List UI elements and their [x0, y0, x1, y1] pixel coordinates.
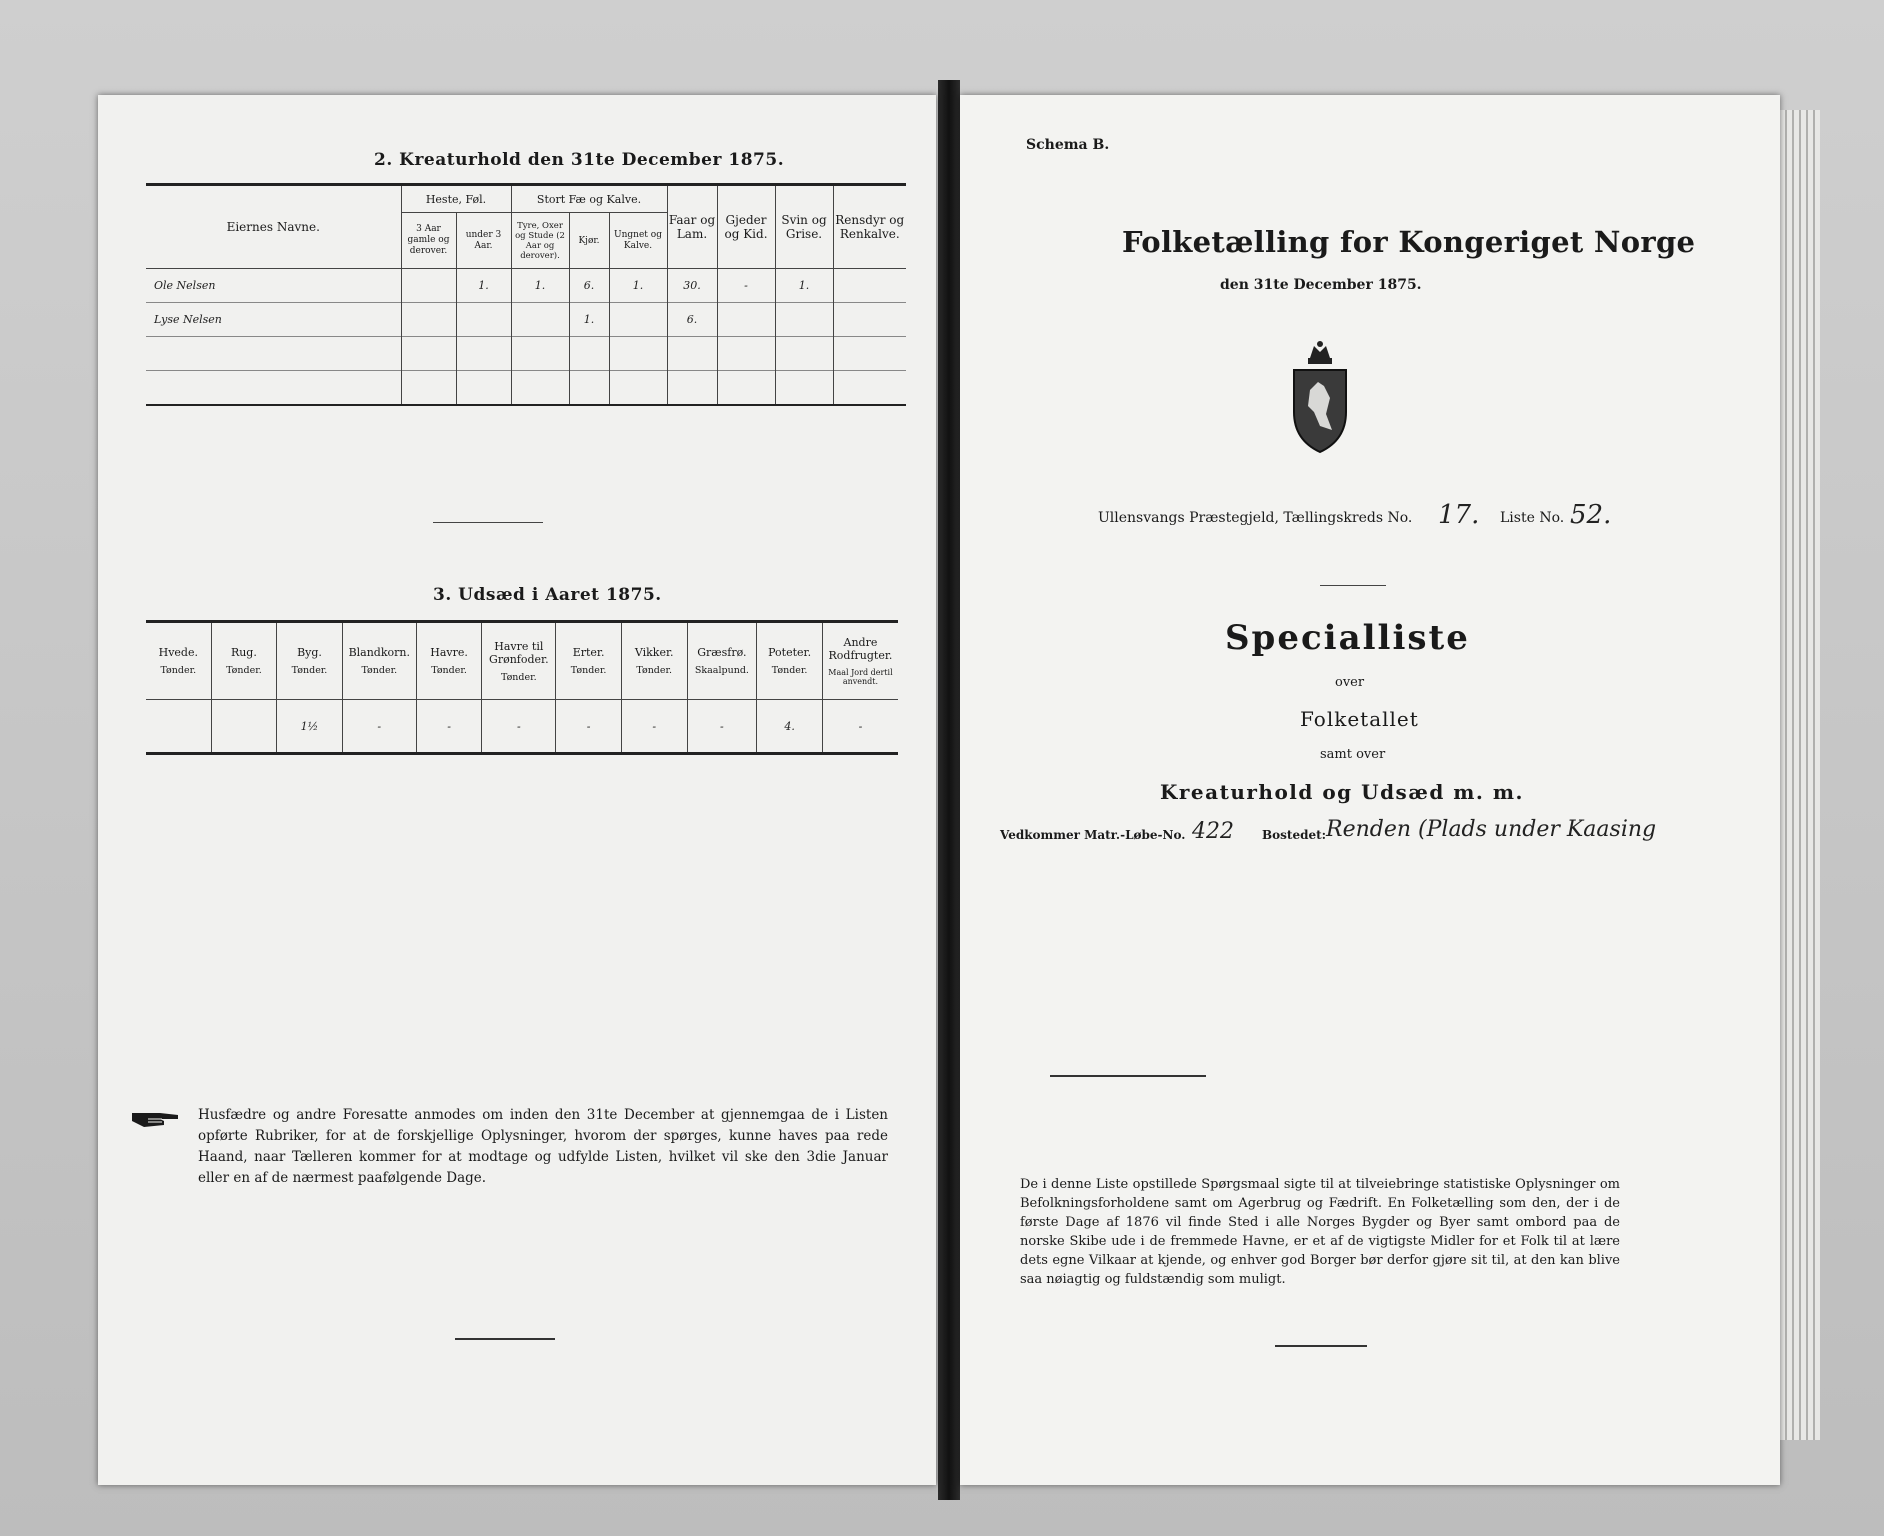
seed-header-name: Havre.	[430, 646, 468, 659]
list-number: 52.	[1570, 500, 1612, 530]
horses-header: Heste, Føl.	[401, 185, 511, 213]
folketallet-label: Folketallet	[1300, 707, 1419, 731]
horses-under3-header: under 3 Aar.	[456, 213, 511, 269]
livestock-cell	[609, 303, 667, 337]
seed-header	[822, 622, 898, 700]
bosted-value: Renden (Plads under Kaasing	[1326, 817, 1657, 842]
right-page	[960, 95, 1780, 1485]
livestock-cell: 1.	[775, 269, 833, 303]
left-page	[98, 95, 936, 1485]
livestock-cell	[401, 303, 456, 337]
seed-header-name: Byg.	[297, 646, 322, 659]
livestock-cell	[775, 303, 833, 337]
livestock-cell	[401, 269, 456, 303]
owner-cell: Ole Nelsen	[154, 279, 216, 292]
divider	[1050, 1075, 1206, 1077]
seed-header-unit: Tønder.	[771, 665, 808, 676]
seed-value-cell: -	[482, 700, 556, 754]
schema-label: Schema B.	[1026, 137, 1110, 153]
book-spine	[938, 80, 960, 1500]
samt-over-label: samt over	[1320, 747, 1386, 762]
livestock-cell	[833, 303, 906, 337]
livestock-cell: 1.	[456, 269, 511, 303]
pigs-header: Svin og Grise.	[775, 185, 833, 269]
livestock-cell: 1.	[609, 269, 667, 303]
livestock-row	[146, 269, 906, 303]
livestock-cell: 6.	[667, 303, 717, 337]
seed-header-unit: Tønder.	[291, 665, 328, 676]
cattle-header: Stort Fæ og Kalve.	[511, 185, 667, 213]
seed-value-cell: -	[621, 700, 687, 754]
livestock-cell	[456, 303, 511, 337]
livestock-row-empty	[146, 371, 906, 405]
district-number: 17.	[1438, 500, 1480, 530]
norway-coat-of-arms-icon	[1288, 340, 1352, 456]
seed-header-name: Vikker.	[634, 646, 674, 659]
seed-header-unit: Tønder.	[570, 665, 607, 676]
seed-header-unit: Tønder.	[361, 665, 398, 676]
livestock-seed-heading: Kreaturhold og Udsæd m. m.	[1160, 780, 1524, 804]
seed-header	[482, 622, 556, 700]
livestock-cell: 6.	[569, 269, 609, 303]
pointing-hand-icon	[130, 1107, 182, 1129]
divider	[1275, 1345, 1367, 1347]
livestock-cell: 1.	[569, 303, 609, 337]
divider	[455, 1338, 555, 1340]
seed-header-name: Hvede.	[158, 646, 198, 659]
livestock-cell	[833, 269, 906, 303]
bulls-header: Tyre, Oxer og Stude (2 Aar og derover).	[511, 213, 569, 269]
cows-header: Kjør.	[569, 213, 609, 269]
seed-header	[621, 622, 687, 700]
seed-value-cell: -	[416, 700, 482, 754]
seed-header-name: Blandkorn.	[348, 646, 410, 659]
seed-header	[277, 622, 343, 700]
seed-header	[416, 622, 482, 700]
seed-header	[757, 622, 823, 700]
livestock-row	[146, 303, 906, 337]
seed-header-unit: Tønder.	[226, 665, 262, 676]
seed-header-unit: Tønder.	[500, 671, 537, 683]
seed-header-name: Poteter.	[768, 646, 812, 659]
matr-number: 422	[1192, 819, 1234, 844]
divider	[433, 522, 543, 523]
livestock-table	[146, 183, 906, 406]
goats-header: Gjeder og Kid.	[717, 185, 775, 269]
over-label: over	[1335, 675, 1365, 690]
seed-value-cell: -	[342, 700, 416, 754]
seed-value-cell: 4.	[757, 700, 823, 754]
seed-value-cell: -	[556, 700, 622, 754]
horses-3plus-header: 3 Aar gamle og derover.	[401, 213, 456, 269]
seed-header-name: Andre Rodfrugter.	[828, 636, 893, 662]
livestock-cell	[511, 303, 569, 337]
purpose-footer: De i denne Liste opstillede Spørgsmaal sigte til at tilveiebringe statistiske Oplysninger om Befolkningsforholdene samt om Agerbrug og Fædrift. En Folketælling som den, der i de første Dage af 1876 vil finde Sted i alle Norges Bygder og Byer samt ombord paa de norske Skibe ude i de fremmede Havne, er et af de vigtigste Midler for et Folk til at lære dets egne Vilkaar at kjende, og enhver god Borger bør derfor gjøre sit til, at den kan blive saa nøiagtig og fuldstændig som muligt.	[1020, 1177, 1620, 1287]
seed-header-unit: Skaalpund.	[694, 665, 749, 676]
seed-header-name: Græsfrø.	[697, 646, 747, 659]
seed-header	[146, 622, 211, 700]
parish-label: Ullensvangs Præstegjeld, Tællingskreds No.	[1098, 510, 1413, 526]
livestock-cell	[717, 303, 775, 337]
seed-value-cell	[146, 700, 211, 754]
young-header: Ungnet og Kalve.	[609, 213, 667, 269]
seed-header	[687, 622, 757, 700]
livestock-cell: -	[717, 269, 775, 303]
instructions-notice: Husfædre og andre Foresatte anmodes om inden den 31te December at gjennemgaa de i Listen opførte Rubriker, for at de forskjellige Oplysninger, hvorom der spørges, kunne haves paa rede Haand, naar Tælleren kommer for at modtage og udfylde Listen, hvilket vil ske den 3die Januar eller en af de nærmest paafølgende Dage.	[198, 1107, 888, 1186]
seed-header-name: Havre til Grønfoder.	[489, 639, 549, 666]
seed-header-name: Erter.	[572, 646, 605, 659]
matr-label: Vedkommer Matr.-Løbe-No.	[1000, 828, 1186, 842]
seed-value-cell: 1½	[277, 700, 343, 754]
seed-header	[556, 622, 622, 700]
special-list-heading: Specialliste	[1225, 618, 1470, 658]
seed-value-cell: -	[822, 700, 898, 754]
owner-header: Eiernes Navne.	[226, 220, 320, 234]
livestock-cell: 1.	[511, 269, 569, 303]
form-title: Folketælling for Kongeriget Norge	[1122, 225, 1696, 259]
seed-table	[146, 620, 898, 755]
seed-header-unit: Tønder.	[636, 665, 673, 676]
seed-header	[342, 622, 416, 700]
sheep-header: Faar og Lam.	[667, 185, 717, 269]
bosted-label: Bostedet:	[1262, 828, 1327, 842]
seed-header-unit: Maal Jord dertil anvendt.	[828, 668, 893, 686]
page-edges	[1780, 110, 1820, 1440]
reindeer-header: Rensdyr og Renkalve.	[833, 185, 906, 269]
livestock-row-empty	[146, 337, 906, 371]
seed-header-name: Rug.	[230, 646, 257, 659]
seed-header	[211, 622, 277, 700]
section2-title: 2. Kreaturhold den 31te December 1875.	[374, 150, 785, 170]
owner-cell: Lyse Nelsen	[154, 313, 222, 326]
list-label: Liste No.	[1500, 510, 1565, 526]
seed-header-unit: Tønder.	[431, 665, 467, 676]
census-date: den 31te December 1875.	[1220, 277, 1422, 293]
section3-title: 3. Udsæd i Aaret 1875.	[433, 585, 662, 605]
seed-value-cell	[211, 700, 277, 754]
seed-value-cell: -	[687, 700, 757, 754]
livestock-cell: 30.	[667, 269, 717, 303]
divider	[1320, 585, 1386, 586]
seed-header-unit: Tønder.	[160, 665, 197, 676]
